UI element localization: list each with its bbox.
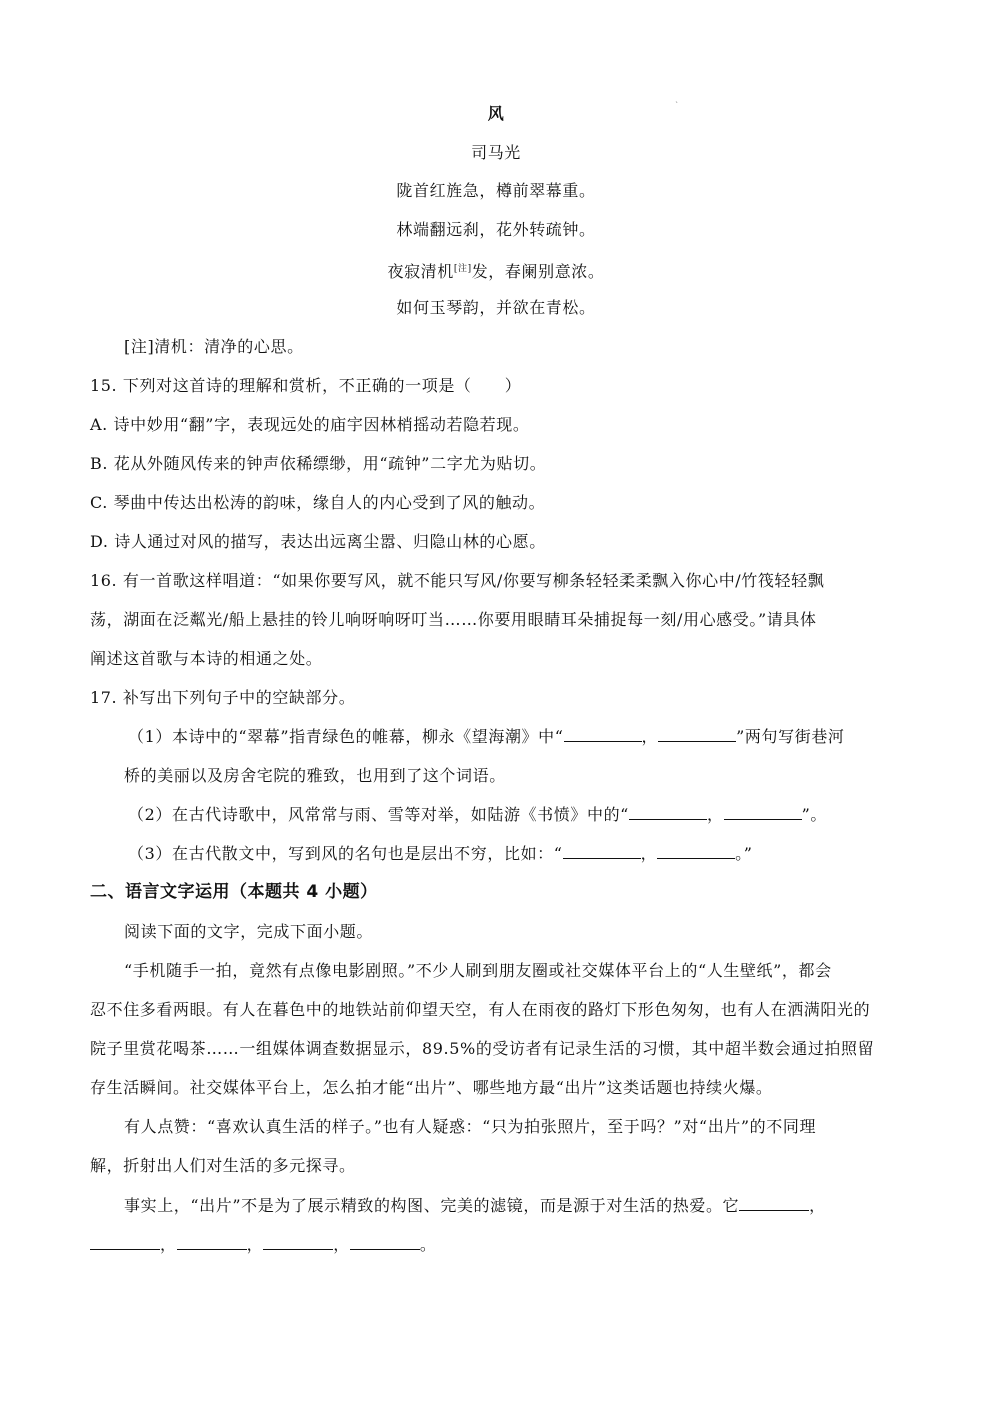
poem-line-2: 林端翻远刹，花外转疏钟。 <box>396 220 596 239</box>
para2-line-2: 解，折射出人们对生活的多元探寻。 <box>90 1156 356 1175</box>
para1-line-3: 院子里赏花喝茶……一组媒体调查数据显示，89.5%的受访者有记录生活的习惯，其中超半数会通过拍照留 <box>90 1039 875 1058</box>
section-heading: 二、语言文字运用（本题共 4 小题） <box>90 882 378 902</box>
poem-note: [注]清机：清净的心思。 <box>124 337 304 356</box>
q15-option-c: C. 琴曲中传达出松涛的韵味，缘自人的内心受到了风的触动。 <box>90 493 546 512</box>
poem-line-4: 如何玉琴韵，并欲在青松。 <box>396 298 596 317</box>
para2-line-1: 有人点赞：“喜欢认真生活的样子。”也有人疑惑：“只为拍张照片，至于吗？”对“出片”的不同理 <box>124 1117 817 1136</box>
scan-mark: ` <box>675 101 679 110</box>
q15-option-a: A. 诗中妙用“翻”字，表现远处的庙宇因林梢摇动若隐若现。 <box>90 415 530 434</box>
q17-p1-text-a: （1）本诗中的“翠幕”指青绿色的帷幕，柳永《望海潮》中“ <box>128 727 564 746</box>
separator: ， <box>809 1196 826 1215</box>
q17-p2-text-b: ”。 <box>801 805 827 824</box>
poem-line-1: 陇首红旌急，樽前翠幕重。 <box>396 181 596 200</box>
para1-line-1: “手机随手一拍，竟然有点像电影剧照。”不少人刷到朋友圈或社交媒体平台上的“人生壁纸”，都会 <box>124 961 832 980</box>
answer-blank[interactable] <box>724 805 802 820</box>
separator: ， <box>706 805 724 824</box>
q17-p2-text-a: （2）在古代诗歌中，风常常与雨、雪等对举，如陆游《书愤》中的“ <box>128 805 629 824</box>
q17-part1 <box>128 727 845 747</box>
separator: ， <box>333 1235 350 1254</box>
poem-line-3 <box>0 259 992 282</box>
poem-title: 风 <box>487 104 505 123</box>
q17-part2 <box>128 805 827 825</box>
answer-blank[interactable] <box>629 805 707 820</box>
answer-blank[interactable] <box>563 844 641 859</box>
q16-line-1: 16. 有一首歌这样唱道：“如果你要写风，就不能只写风/你要写柳条轻轻柔柔飘入你心中/竹筏轻轻飘 <box>90 571 825 590</box>
q17-p3-text-a: （3）在古代散文中，写到风的名句也是层出不穷，比如：“ <box>128 844 563 863</box>
para1-line-4: 存生活瞬间。社交媒体平台上，怎么拍才能“出片”、哪些地方最“出片”这类话题也持续火爆。 <box>90 1078 773 1097</box>
separator: ， <box>641 727 659 746</box>
q15-stem: 15. 下列对这首诗的理解和赏析，不正确的一项是（ ） <box>90 376 522 395</box>
q16-line-3: 阐述这首歌与本诗的相通之处。 <box>90 649 323 668</box>
answer-blank[interactable] <box>564 727 642 742</box>
q17-p3-text-b: 。” <box>735 844 753 863</box>
answer-blank[interactable] <box>739 1196 809 1211</box>
q16-line-2: 荡，湖面在泛粼光/船上悬挂的铃儿响呀响呀叮当……你要用眼睛耳朵捕捉每一刻/用心感受。”请具体 <box>90 610 817 629</box>
para1-line-2: 忍不住多看两眼。有人在暮色中的地铁站前仰望天空，有人在雨夜的路灯下形色匆匆，也有人在洒满阳光的 <box>90 1000 871 1019</box>
section-intro: 阅读下面的文字，完成下面小题。 <box>124 922 374 941</box>
q15-option-b: B. 花从外随风传来的钟声依稀缥缈，用“疏钟”二字尤为贴切。 <box>90 454 547 473</box>
para3-line-2 <box>90 1235 436 1255</box>
q15-option-d: D. 诗人通过对风的描写，表达出远离尘嚣、归隐山林的心愿。 <box>90 532 546 551</box>
answer-blank[interactable] <box>657 844 735 859</box>
poem-line-3-after: 发，春阑别意浓。 <box>471 262 605 281</box>
separator: ， <box>246 1235 264 1254</box>
note-marker: [注] <box>453 264 472 274</box>
separator: ， <box>640 844 658 863</box>
q17-p1-text-b: ”两句写街巷河 <box>736 727 845 746</box>
q17-part3 <box>128 844 753 864</box>
para3-text: 事实上，“出片”不是为了展示精致的构图、完美的滤镜，而是源于对生活的热爱。它 <box>124 1196 740 1215</box>
q17-stem: 17. 补写出下列句子中的空缺部分。 <box>90 688 356 707</box>
answer-blank[interactable] <box>263 1235 333 1250</box>
answer-blank[interactable] <box>177 1235 247 1250</box>
period: 。 <box>419 1235 437 1254</box>
poem-author: 司马光 <box>471 143 521 162</box>
para3-line-1 <box>124 1196 826 1216</box>
answer-blank[interactable] <box>658 727 736 742</box>
poem-line-3-before: 夜寂清机 <box>387 262 454 281</box>
answer-blank[interactable] <box>350 1235 420 1250</box>
q17-part1-line2: 桥的美丽以及房舍宅院的雅致，也用到了这个词语。 <box>124 766 506 785</box>
answer-blank[interactable] <box>90 1235 160 1250</box>
separator: ， <box>160 1235 177 1254</box>
